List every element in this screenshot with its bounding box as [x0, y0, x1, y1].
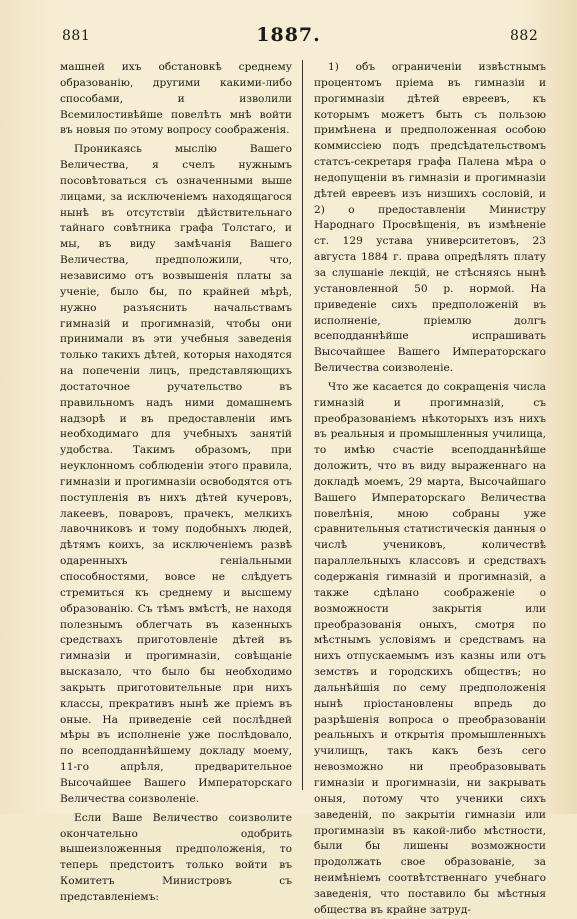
paragraph: Если Ваше Величество соизволите окончательно одобрить вышеизложенныя предположенія, то теперь предстоитъ только войти въ Комитетъ Министровъ съ представленіемъ:: [60, 811, 292, 903]
header-year: 1887.: [256, 24, 321, 46]
right-column: [314, 60, 546, 919]
column-divider: [302, 60, 303, 790]
left-column: [60, 60, 292, 906]
paragraph: Проникаясь мыслію Вашего Величества, я счелъ нужнымъ посовѣтоваться съ означенными выше лицами, за исключеніемъ находящагося нынѣ въ отсутствіи дѣйствительнаго тайнаго совѣтника графа Толстаго, и мы, въ виду замѣчанія Вашего Величества, предположили, что, независимо отъ возвышенія платы за ученіе, было бы, по крайней мѣрѣ, нужно разъяснить начальствамъ гимназій и прогимназій, чтобы они принимали въ эти учебныя заведенія только такихъ дѣтей, которыя находятся на попеченіи лицъ, представляющихъ достаточное ручательство въ правильномъ надъ ними домашнемъ надзорѣ и въ предоставленіи имъ необходимаго для учебныхъ занятій удобства. Такимъ образомъ, при неуклонномъ соблюденіи этого правила, гимназіи и прогимназіи освободятся отъ поступленія въ нихъ дѣтей кучеровъ, лакеевъ, поваровъ, прачекъ, мелкихъ лавочниковъ и тому подобныхъ людей, дѣтямъ коихъ, за исключеніемъ развѣ одаренныхъ геніальными способностями, вовсе не слѣдуетъ стремиться къ среднему и высшему образованію. Съ тѣмъ вмѣстѣ, не находя полезнымъ облегчать въ казенныхъ средствахъ приготовленіе дѣтей въ гимназіи и прогимназіи, совѣщаніе высказало, что было бы необходимо закрыть приготовительные при нихъ классы, прекративъ нынѣ же пріемъ въ оные. На приведеніе сей послѣдней мѣры въ исполненіе уже послѣдовало, по всеподданнѣйшему докладу моему, 11-го апрѣля, предварительное Высочайшее Вашего Императорскаго Величества соизволеніе.: [60, 143, 292, 805]
paragraph: 1) объ ограниченіи извѣстнымъ процентомъ пріема въ гимназіи и прогимназіи дѣтей евреевъ, къ которымъ можетъ быть съ пользою примѣнена и предположенная особою коммиссіею подъ предсѣдательствомъ статсъ-секретаря графа Палена мѣра о недопущеніи въ гимназіи и прогимназіи дѣтей евреевъ изъ низшихъ сословій, и 2) о предоставленіи Министру Народнаго Просвѣщенія, въ измѣненіе ст. 129 устава университетовъ, 23 августа 1884 г. права опредѣлять плату за слушаніе лекцій, не стѣсняясь нынѣ установленной 50 р. нормой. На приведеніе сихъ предположеній въ исполненіе, пріемлю долгъ всеподданнѣйше испрашивать Высочайшее Вашего Императорскаго Величества соизволеніе.: [314, 61, 546, 375]
page-header: [0, 24, 577, 48]
page-number-right: 882: [510, 28, 539, 44]
page-number-left: 881: [62, 28, 91, 44]
paragraph: Что же касается до сокращенія числа гимназій и прогимназій, съ преобразованіемъ нѣкоторыхъ изъ нихъ въ реальныя и промышленныя училища, то имѣю счастіе всеподданнѣйше доложить, что въ виду выраженнаго на докладѣ моемъ, 29 марта, Высочайшаго Вашего Императорскаго Величества повелѣнія, мною собраны уже сравнительныя статистическія данныя о числѣ учениковъ, количествѣ параллельныхъ классовъ и средствахъ содержанія гимназій и прогимназій, а также сдѣлано соображеніе о возможности закрытія или преобразованія оныхъ, смотря по мѣстнымъ условіямъ и средствамъ на нихъ отпускаемымъ изъ казны или отъ земствъ и городскихъ обществъ; но дальнѣйшія по сему предположенія нынѣ пріостановлены впредь до разрѣшенія вопроса о преобразованіи реальныхъ и открытія промышленныхъ училищъ, такъ какъ безъ сего невозможно ни преобразовывать гимназіи и прогимназіи, ни закрывать оныя, потому что ученики сихъ заведеній, по закрытіи гимназіи или прогимназіи въ какой-либо мѣстности, были бы лишены возможности продолжать свое образованіе, за неимѣніемъ соотвѣтственнаго учебнаго заведенія, что поставило бы мѣстныя общества въ крайне затруд-: [314, 380, 546, 916]
paragraph: машней ихъ обстановкѣ среднему образованію, другими какими-либо способами, и изволили Всемилостивѣйше повелѣть мнѣ войти въ новыя по этому вопросу соображенія.: [60, 61, 292, 137]
